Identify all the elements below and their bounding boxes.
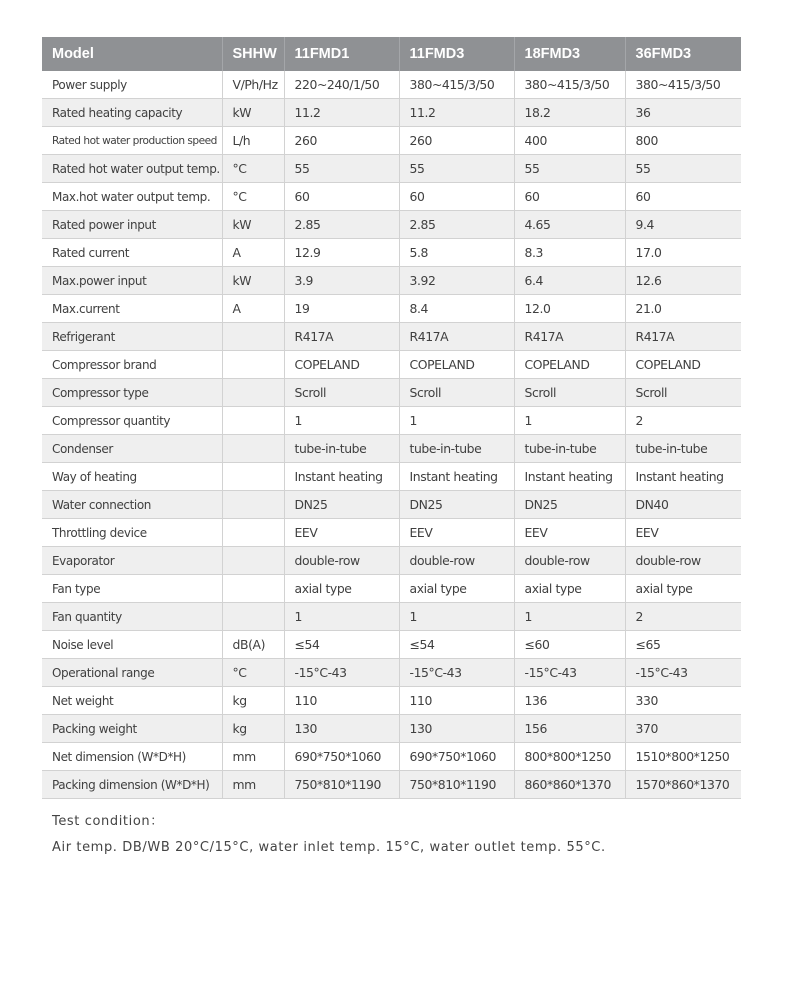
cell-unit	[222, 435, 284, 463]
cell-param: Fan quantity	[42, 603, 222, 631]
header-row	[42, 37, 741, 71]
cell-param: Compressor quantity	[42, 407, 222, 435]
cell-11fmd3: tube-in-tube	[399, 435, 514, 463]
cell-11fmd3: 55	[399, 155, 514, 183]
cell-unit	[222, 491, 284, 519]
cell-unit	[222, 351, 284, 379]
cell-11fmd3: 60	[399, 183, 514, 211]
cell-11fmd1: -15°C-43	[284, 659, 399, 687]
cell-unit: kg	[222, 715, 284, 743]
cell-36fmd3: Scroll	[625, 379, 741, 407]
cell-11fmd3: -15°C-43	[399, 659, 514, 687]
cell-unit: A	[222, 295, 284, 323]
spec-table-container	[42, 37, 741, 799]
cell-param: Rated current	[42, 239, 222, 267]
cell-unit: A	[222, 239, 284, 267]
table-row	[42, 771, 741, 799]
cell-11fmd3: Scroll	[399, 379, 514, 407]
cell-11fmd1: COPELAND	[284, 351, 399, 379]
cell-36fmd3: 330	[625, 687, 741, 715]
cell-param: Rated heating capacity	[42, 99, 222, 127]
cell-11fmd1: 220~240/1/50	[284, 71, 399, 99]
table-row	[42, 295, 741, 323]
cell-11fmd1: 12.9	[284, 239, 399, 267]
cell-36fmd3: axial type	[625, 575, 741, 603]
cell-36fmd3: Instant heating	[625, 463, 741, 491]
cell-18fmd3: COPELAND	[514, 351, 625, 379]
cell-18fmd3: 400	[514, 127, 625, 155]
table-row	[42, 547, 741, 575]
cell-36fmd3: 60	[625, 183, 741, 211]
table-row	[42, 491, 741, 519]
cell-param: Refrigerant	[42, 323, 222, 351]
cell-18fmd3: 1	[514, 603, 625, 631]
cell-18fmd3: 4.65	[514, 211, 625, 239]
header-18fmd3: 18FMD3	[514, 37, 625, 71]
test-condition-title: Test condition：	[52, 814, 164, 829]
cell-18fmd3: 6.4	[514, 267, 625, 295]
cell-unit	[222, 379, 284, 407]
cell-18fmd3: double-row	[514, 547, 625, 575]
cell-11fmd3: 750*810*1190	[399, 771, 514, 799]
cell-18fmd3: ≤60	[514, 631, 625, 659]
cell-param: Fan type	[42, 575, 222, 603]
table-row	[42, 239, 741, 267]
cell-param: Compressor type	[42, 379, 222, 407]
cell-36fmd3: 800	[625, 127, 741, 155]
cell-unit	[222, 463, 284, 491]
cell-param: Operational range	[42, 659, 222, 687]
cell-18fmd3: EEV	[514, 519, 625, 547]
cell-36fmd3: double-row	[625, 547, 741, 575]
cell-11fmd3: 380~415/3/50	[399, 71, 514, 99]
table-row	[42, 575, 741, 603]
cell-11fmd1: 55	[284, 155, 399, 183]
table-row	[42, 743, 741, 771]
spec-table-body	[42, 71, 741, 799]
table-row	[42, 99, 741, 127]
cell-11fmd1: tube-in-tube	[284, 435, 399, 463]
cell-11fmd3: 110	[399, 687, 514, 715]
cell-11fmd3: COPELAND	[399, 351, 514, 379]
table-row	[42, 379, 741, 407]
cell-11fmd3: EEV	[399, 519, 514, 547]
cell-36fmd3: EEV	[625, 519, 741, 547]
cell-11fmd1: 260	[284, 127, 399, 155]
cell-11fmd1: 1	[284, 407, 399, 435]
cell-18fmd3: 156	[514, 715, 625, 743]
cell-unit: °C	[222, 659, 284, 687]
cell-unit	[222, 519, 284, 547]
cell-param: Power supply	[42, 71, 222, 99]
cell-param: Max.power input	[42, 267, 222, 295]
header-36fmd3: 36FMD3	[625, 37, 741, 71]
cell-18fmd3: 860*860*1370	[514, 771, 625, 799]
cell-36fmd3: 380~415/3/50	[625, 71, 741, 99]
cell-36fmd3: -15°C-43	[625, 659, 741, 687]
table-row	[42, 71, 741, 99]
cell-18fmd3: DN25	[514, 491, 625, 519]
table-row	[42, 323, 741, 351]
cell-18fmd3: 8.3	[514, 239, 625, 267]
cell-18fmd3: 60	[514, 183, 625, 211]
cell-36fmd3: DN40	[625, 491, 741, 519]
cell-36fmd3: 12.6	[625, 267, 741, 295]
cell-18fmd3: 380~415/3/50	[514, 71, 625, 99]
cell-param: Rated hot water output temp.	[42, 155, 222, 183]
cell-11fmd1: 130	[284, 715, 399, 743]
table-row	[42, 183, 741, 211]
table-row	[42, 267, 741, 295]
cell-36fmd3: 1510*800*1250	[625, 743, 741, 771]
spec-table	[42, 37, 741, 799]
cell-param: Net weight	[42, 687, 222, 715]
test-condition-text: Air temp. DB/WB 20°C/15°C, water inlet temp. 15°C, water outlet temp. 55°C.	[52, 840, 606, 855]
cell-11fmd1: double-row	[284, 547, 399, 575]
cell-11fmd1: 3.9	[284, 267, 399, 295]
cell-11fmd1: axial type	[284, 575, 399, 603]
cell-11fmd3: axial type	[399, 575, 514, 603]
cell-11fmd1: 110	[284, 687, 399, 715]
cell-36fmd3: 21.0	[625, 295, 741, 323]
cell-36fmd3: 17.0	[625, 239, 741, 267]
cell-36fmd3: 370	[625, 715, 741, 743]
header-model: Model	[42, 37, 222, 71]
cell-11fmd1: EEV	[284, 519, 399, 547]
cell-11fmd1: ≤54	[284, 631, 399, 659]
cell-11fmd1: 19	[284, 295, 399, 323]
cell-18fmd3: tube-in-tube	[514, 435, 625, 463]
cell-11fmd1: Scroll	[284, 379, 399, 407]
cell-36fmd3: COPELAND	[625, 351, 741, 379]
cell-36fmd3: R417A	[625, 323, 741, 351]
cell-unit: mm	[222, 743, 284, 771]
cell-unit: kg	[222, 687, 284, 715]
cell-18fmd3: Instant heating	[514, 463, 625, 491]
cell-param: Way of heating	[42, 463, 222, 491]
test-condition-notes	[52, 812, 606, 864]
cell-11fmd1: R417A	[284, 323, 399, 351]
cell-18fmd3: 12.0	[514, 295, 625, 323]
cell-param: Net dimension (W*D*H)	[42, 743, 222, 771]
cell-unit	[222, 603, 284, 631]
cell-11fmd1: 60	[284, 183, 399, 211]
cell-param: Rated hot water production speed	[42, 127, 222, 155]
cell-11fmd3: 1	[399, 603, 514, 631]
cell-11fmd3: 130	[399, 715, 514, 743]
header-series: SHHW	[222, 37, 284, 71]
cell-param: Evaporator	[42, 547, 222, 575]
cell-param: Max.hot water output temp.	[42, 183, 222, 211]
cell-11fmd3: double-row	[399, 547, 514, 575]
header-11fmd3: 11FMD3	[399, 37, 514, 71]
cell-11fmd3: ≤54	[399, 631, 514, 659]
cell-11fmd1: 690*750*1060	[284, 743, 399, 771]
cell-param: Packing dimension (W*D*H)	[42, 771, 222, 799]
table-row	[42, 407, 741, 435]
cell-11fmd3: R417A	[399, 323, 514, 351]
cell-unit	[222, 323, 284, 351]
cell-11fmd3: 2.85	[399, 211, 514, 239]
cell-18fmd3: Scroll	[514, 379, 625, 407]
cell-36fmd3: 2	[625, 603, 741, 631]
cell-18fmd3: 136	[514, 687, 625, 715]
cell-unit	[222, 407, 284, 435]
cell-11fmd1: 11.2	[284, 99, 399, 127]
cell-18fmd3: 1	[514, 407, 625, 435]
cell-36fmd3: 2	[625, 407, 741, 435]
table-row	[42, 687, 741, 715]
cell-36fmd3: ≤65	[625, 631, 741, 659]
cell-param: Rated power input	[42, 211, 222, 239]
cell-11fmd3: 11.2	[399, 99, 514, 127]
cell-unit: kW	[222, 99, 284, 127]
cell-param: Condenser	[42, 435, 222, 463]
cell-unit	[222, 547, 284, 575]
cell-36fmd3: 9.4	[625, 211, 741, 239]
cell-unit: °C	[222, 183, 284, 211]
cell-18fmd3: R417A	[514, 323, 625, 351]
header-11fmd1: 11FMD1	[284, 37, 399, 71]
cell-18fmd3: -15°C-43	[514, 659, 625, 687]
cell-11fmd3: 5.8	[399, 239, 514, 267]
spec-table-header	[42, 37, 741, 71]
cell-36fmd3: 1570*860*1370	[625, 771, 741, 799]
table-row	[42, 351, 741, 379]
table-row	[42, 435, 741, 463]
cell-11fmd3: 690*750*1060	[399, 743, 514, 771]
cell-param: Throttling device	[42, 519, 222, 547]
cell-unit: mm	[222, 771, 284, 799]
cell-param: Packing weight	[42, 715, 222, 743]
cell-unit: °C	[222, 155, 284, 183]
cell-param: Compressor brand	[42, 351, 222, 379]
cell-18fmd3: 800*800*1250	[514, 743, 625, 771]
table-row	[42, 631, 741, 659]
cell-18fmd3: 55	[514, 155, 625, 183]
table-row	[42, 155, 741, 183]
cell-unit: V/Ph/Hz	[222, 71, 284, 99]
cell-unit: L/h	[222, 127, 284, 155]
cell-param: Max.current	[42, 295, 222, 323]
table-row	[42, 211, 741, 239]
cell-36fmd3: 55	[625, 155, 741, 183]
cell-11fmd1: 750*810*1190	[284, 771, 399, 799]
table-row	[42, 127, 741, 155]
cell-unit: dB(A)	[222, 631, 284, 659]
cell-unit: kW	[222, 267, 284, 295]
cell-param: Noise level	[42, 631, 222, 659]
cell-param: Water connection	[42, 491, 222, 519]
table-row	[42, 463, 741, 491]
cell-11fmd1: 2.85	[284, 211, 399, 239]
cell-11fmd3: 8.4	[399, 295, 514, 323]
cell-36fmd3: tube-in-tube	[625, 435, 741, 463]
cell-11fmd1: Instant heating	[284, 463, 399, 491]
cell-18fmd3: 18.2	[514, 99, 625, 127]
cell-11fmd3: DN25	[399, 491, 514, 519]
table-row	[42, 659, 741, 687]
cell-36fmd3: 36	[625, 99, 741, 127]
cell-unit	[222, 575, 284, 603]
table-row	[42, 603, 741, 631]
cell-11fmd3: 260	[399, 127, 514, 155]
cell-11fmd1: 1	[284, 603, 399, 631]
cell-11fmd1: DN25	[284, 491, 399, 519]
table-row	[42, 519, 741, 547]
cell-unit: kW	[222, 211, 284, 239]
cell-11fmd3: 3.92	[399, 267, 514, 295]
table-row	[42, 715, 741, 743]
cell-11fmd3: 1	[399, 407, 514, 435]
cell-11fmd3: Instant heating	[399, 463, 514, 491]
cell-18fmd3: axial type	[514, 575, 625, 603]
